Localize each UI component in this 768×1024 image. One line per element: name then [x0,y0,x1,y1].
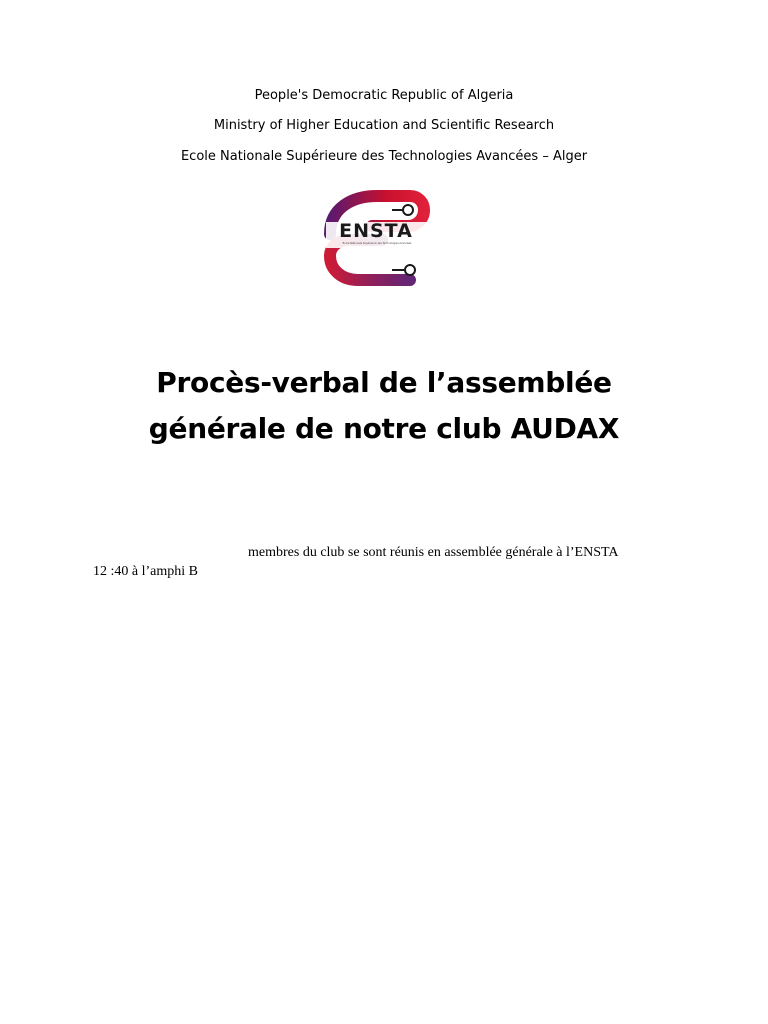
body-text-line-1: membres du club se sont réunis en assemblée générale à l’ENSTA [248,545,619,560]
header-country: People's Democratic Republic of Algeria [254,88,514,103]
header-school: Ecole Nationale Supérieure des Technologies Avancées – Alger [180,149,588,164]
header-ministry: Ministry of Higher Education and Scientific Research [213,118,555,133]
body-text-line-2: 12 :40 à l’amphi B [93,564,198,579]
title-line-1: Procès-verbal de l’assemblée [156,366,612,399]
ensta-logo [322,190,432,288]
document-title [0,360,768,452]
logo-wordmark: ENSTA [339,220,413,242]
logo-tagline: Ecole Nationale Supérieure des Technologies Avancées [342,242,412,245]
title-line-2: générale de notre club AUDAX [148,412,620,445]
